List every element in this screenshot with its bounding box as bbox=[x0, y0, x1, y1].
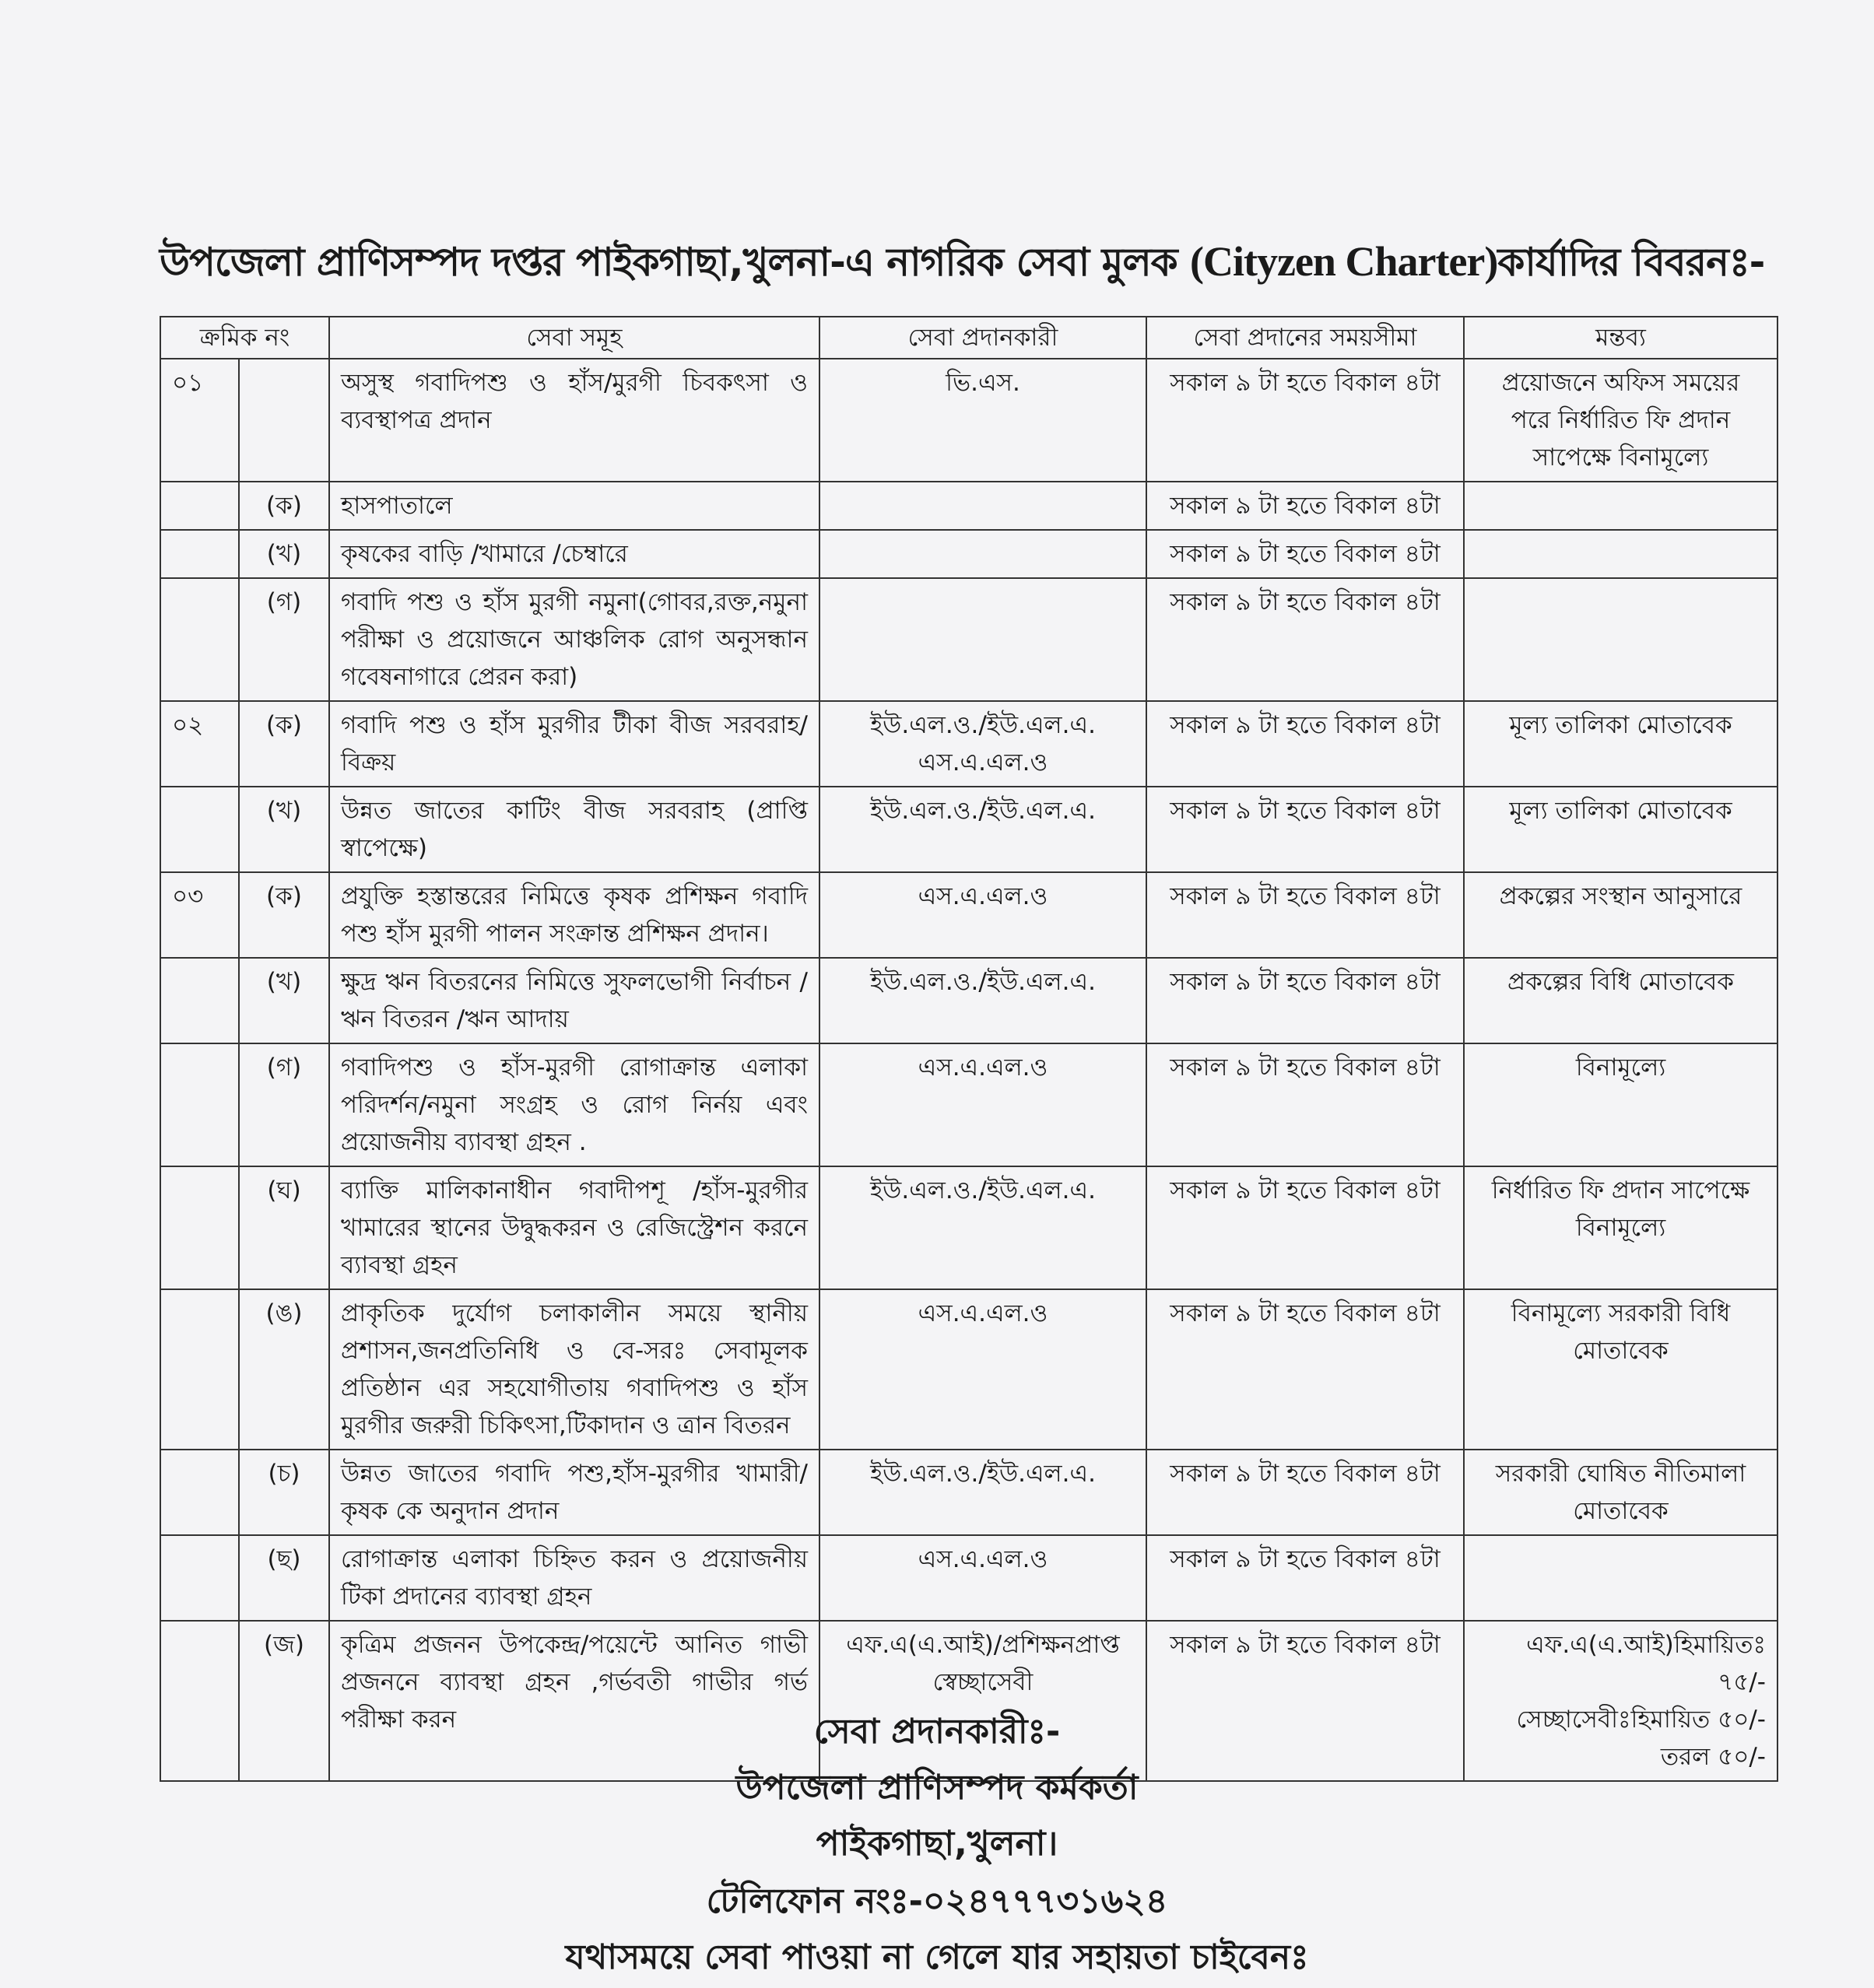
sub-serial-cell: (ছ) bbox=[239, 1535, 329, 1621]
sub-serial-cell: (ক) bbox=[239, 701, 329, 787]
remark-cell bbox=[1464, 1535, 1777, 1621]
provider-line: ইউ.এল.ও./ইউ.এল.এ. bbox=[870, 1176, 1096, 1204]
serial-cell: ০১ bbox=[160, 359, 239, 482]
footer-phone: টেলিফোন নংঃ-০২৪৭৭৭৩১৬২৪ bbox=[706, 1881, 1168, 1921]
time-limit-cell: সকাল ৯ টা হতে বিকাল ৪টা bbox=[1146, 872, 1464, 958]
service-cell: ব্যাক্তি মালিকানাধীন গবাদীপশূ /হাঁস-মুরগীর খামারের স্থানের উদ্বুদ্ধকরন ও রেজিস্ট্রেশন করনে ব্যাবস্থা গ্রহন bbox=[329, 1166, 819, 1289]
service-cell: প্রাকৃতিক দুর্যোগ চলাকালীন সময়ে স্থানীয় প্রশাসন,জনপ্রতিনিধি ও বে-সরঃ সেবামূলক প্রতিষ্ঠান এর সহযোগীতায় গবাদিপশু ও হাঁস মুরগীর জরুরী চিকিৎসা,টিকাদান ও ত্রান বিতরন bbox=[329, 1289, 819, 1450]
provider-line: ইউ.এল.ও./ইউ.এল.এ. bbox=[870, 797, 1096, 825]
remark-line: সেচ্ছাসেবীঃহিমায়িত ৫০/- bbox=[1516, 1706, 1766, 1734]
serial-cell bbox=[160, 1450, 239, 1535]
provider-line: এস.এ.এল.ও bbox=[918, 1299, 1048, 1327]
provider-line: ইউ.এল.ও./ইউ.এল.এ. bbox=[870, 711, 1096, 739]
remark-line: বিনামূল্যে সরকারী বিধি bbox=[1511, 1299, 1731, 1327]
remark-line: পরে নির্ধারিত ফি প্রদান bbox=[1511, 406, 1731, 434]
service-cell: কৃষকের বাড়ি /খামারে /চেম্বারে bbox=[329, 530, 819, 578]
remark-cell bbox=[1464, 359, 1777, 482]
remark-line: বিনামূল্যে bbox=[1575, 1054, 1666, 1082]
provider-cell bbox=[819, 482, 1146, 530]
serial-cell bbox=[160, 1043, 239, 1166]
table-row bbox=[160, 1535, 1777, 1621]
remark-line: সরকারী ঘোষিত নীতিমালা bbox=[1495, 1460, 1746, 1488]
table-row bbox=[160, 1166, 1777, 1289]
sub-serial-cell: (খ) bbox=[239, 958, 329, 1043]
provider-line: এস.এ.এল.ও bbox=[918, 882, 1048, 910]
title-bn-prefix: উপজেলা প্রাণিসম্পদ দপ্তর পাইকগাছা,খুলনা-এ নাগরিক সেবা মুলক bbox=[160, 240, 1191, 285]
service-cell: উন্নত জাতের কাটিং বীজ সরবরাহ (প্রাপ্তি স্বাপেক্ষে) bbox=[329, 787, 819, 872]
remark-cell bbox=[1464, 787, 1777, 872]
provider-line: এস.এ.এল.ও bbox=[918, 1054, 1048, 1082]
time-limit-cell: সকাল ৯ টা হতে বিকাল ৪টা bbox=[1146, 1289, 1464, 1450]
provider-line: ভি.এস. bbox=[946, 369, 1020, 397]
time-limit-cell: সকাল ৯ টা হতে বিকাল ৪টা bbox=[1146, 701, 1464, 787]
provider-cell bbox=[819, 787, 1146, 872]
time-limit-cell: সকাল ৯ টা হতে বিকাল ৪টা bbox=[1146, 1535, 1464, 1621]
header-provider: সেবা প্রদানকারী bbox=[819, 317, 1146, 359]
sub-serial-cell: (গ) bbox=[239, 578, 329, 701]
remark-line: নির্ধারিত ফি প্রদান সাপেক্ষে bbox=[1491, 1176, 1750, 1204]
header-remark: মন্তব্য bbox=[1464, 317, 1777, 359]
citizen-charter-table bbox=[160, 316, 1778, 1782]
table-row bbox=[160, 701, 1777, 787]
time-limit-cell: সকাল ৯ টা হতে বিকাল ৪টা bbox=[1146, 530, 1464, 578]
sub-serial-cell: (ক) bbox=[239, 872, 329, 958]
time-limit-cell: সকাল ৯ টা হতে বিকাল ৪টা bbox=[1146, 787, 1464, 872]
table-row bbox=[160, 958, 1777, 1043]
provider-line: এফ.এ(এ.আই)/প্রশিক্ষনপ্রাপ্ত bbox=[846, 1631, 1120, 1659]
service-cell: হাসপাতালে bbox=[329, 482, 819, 530]
time-limit-cell: সকাল ৯ টা হতে বিকাল ৪টা bbox=[1146, 1450, 1464, 1535]
remark-line: মূল্য তালিকা মোতাবেক bbox=[1509, 797, 1732, 825]
remark-line: তরল ৫০/- bbox=[1660, 1743, 1766, 1771]
time-limit-cell: সকাল ৯ টা হতে বিকাল ৪টা bbox=[1146, 1621, 1464, 1781]
provider-cell bbox=[819, 958, 1146, 1043]
remark-line: মোতাবেক bbox=[1573, 1497, 1669, 1525]
remark-cell bbox=[1464, 958, 1777, 1043]
sub-serial-cell: (গ) bbox=[239, 1043, 329, 1166]
remark-line: বিনামূল্যে bbox=[1575, 1214, 1666, 1242]
service-cell: গবাদি পশু ও হাঁস মুরগী নমুনা(গোবর,রক্ত,নমুনা পরীক্ষা ও প্রয়োজনে আঞ্চলিক রোগ অনুসন্ধান গবেষনাগারে প্রেরন করা) bbox=[329, 578, 819, 701]
table-row bbox=[160, 1450, 1777, 1535]
remark-cell bbox=[1464, 1289, 1777, 1450]
table-row bbox=[160, 359, 1777, 482]
provider-line: স্বেচ্ছাসেবী bbox=[932, 1668, 1034, 1696]
serial-cell bbox=[160, 578, 239, 701]
table-row bbox=[160, 872, 1777, 958]
provider-line: ইউ.এল.ও./ইউ.এল.এ. bbox=[870, 968, 1096, 996]
table-row bbox=[160, 482, 1777, 530]
provider-cell bbox=[819, 872, 1146, 958]
service-cell: গবাদি পশু ও হাঁস মুরগীর টীকা বীজ সরবরাহ/বিক্রয় bbox=[329, 701, 819, 787]
footer-location: পাইকগাছা,খুলনা। bbox=[816, 1824, 1058, 1864]
serial-cell bbox=[160, 958, 239, 1043]
serial-cell bbox=[160, 1535, 239, 1621]
table-row bbox=[160, 1289, 1777, 1450]
remark-cell bbox=[1464, 1043, 1777, 1166]
remark-line: সাপেক্ষে বিনামূল্যে bbox=[1532, 444, 1709, 472]
serial-cell bbox=[160, 482, 239, 530]
sub-serial-cell: (চ) bbox=[239, 1450, 329, 1535]
remark-cell bbox=[1464, 1450, 1777, 1535]
sub-serial-cell: (ক) bbox=[239, 482, 329, 530]
provider-line: এস.এ.এল.ও bbox=[918, 749, 1048, 777]
remark-cell bbox=[1464, 701, 1777, 787]
time-limit-cell: সকাল ৯ টা হতে বিকাল ৪টা bbox=[1146, 958, 1464, 1043]
remark-line: মোতাবেক bbox=[1573, 1337, 1669, 1365]
table-row bbox=[160, 530, 1777, 578]
document-title bbox=[160, 233, 1764, 298]
sub-serial-cell: (খ) bbox=[239, 787, 329, 872]
serial-cell: ০২ bbox=[160, 701, 239, 787]
remark-line: এফ.এ(এ.আই)হিমায়িতঃ ৭৫/- bbox=[1526, 1631, 1766, 1696]
provider-cell bbox=[819, 1043, 1146, 1166]
provider-cell bbox=[819, 578, 1146, 701]
service-cell: উন্নত জাতের গবাদি পশু,হাঁস-মুরগীর খামারী/কৃষক কে অনুদান প্রদান bbox=[329, 1450, 819, 1535]
provider-line: ইউ.এল.ও./ইউ.এল.এ. bbox=[870, 1460, 1096, 1488]
provider-cell bbox=[819, 1535, 1146, 1621]
remark-line: প্রকল্পের সংস্থান আনুসারে bbox=[1499, 882, 1742, 910]
serial-cell: ০৩ bbox=[160, 872, 239, 958]
time-limit-cell: সকাল ৯ টা হতে বিকাল ৪টা bbox=[1146, 482, 1464, 530]
provider-cell bbox=[819, 1289, 1146, 1450]
table-row bbox=[160, 787, 1777, 872]
provider-cell bbox=[819, 1450, 1146, 1535]
footer-note: যথাসময়ে সেবা পাওয়া না গেলে যার সহায়তা চাইবেনঃ bbox=[565, 1937, 1309, 1977]
serial-cell bbox=[160, 787, 239, 872]
provider-cell bbox=[819, 701, 1146, 787]
time-limit-cell: সকাল ৯ টা হতে বিকাল ৪টা bbox=[1146, 359, 1464, 482]
footer-officer: উপজেলা প্রাণিসম্পদ কর্মকর্তা bbox=[735, 1768, 1139, 1807]
header-serial: ক্রমিক নং bbox=[160, 317, 329, 359]
title-bn-suffix: কার্যাদির বিবরনঃ- bbox=[1497, 240, 1765, 285]
table-row bbox=[160, 578, 1777, 701]
provider-line: এস.এ.এল.ও bbox=[918, 1545, 1048, 1573]
remark-line: প্রয়োজনে অফিস সময়ের bbox=[1501, 369, 1740, 397]
sub-serial-cell: (খ) bbox=[239, 530, 329, 578]
provider-cell bbox=[819, 359, 1146, 482]
remark-cell bbox=[1464, 1166, 1777, 1289]
table-row bbox=[160, 1043, 1777, 1166]
service-cell: প্রযুক্তি হস্তান্তরের নিমিত্তে কৃষক প্রশিক্ষন গবাদি পশু হাঁস মুরগী পালন সংক্রান্ত প্রশিক্ষন প্রদান। bbox=[329, 872, 819, 958]
service-cell: রোগাক্রান্ত এলাকা চিহ্নিত করন ও প্রয়োজনীয় টিকা প্রদানের ব্যাবস্থা গ্রহন bbox=[329, 1535, 819, 1621]
time-limit-cell: সকাল ৯ টা হতে বিকাল ৪টা bbox=[1146, 1043, 1464, 1166]
provider-cell bbox=[819, 530, 1146, 578]
service-cell: ক্ষুদ্র ঋন বিতরনের নিমিত্তে সুফলভোগী নির্বাচন /ঋন বিতরন /ঋন আদায় bbox=[329, 958, 819, 1043]
remark-cell bbox=[1464, 482, 1777, 530]
sub-serial-cell: (ঙ) bbox=[239, 1289, 329, 1450]
table-header-row bbox=[160, 317, 1777, 359]
service-cell: অসুস্থ গবাদিপশু ও হাঁস/মুরগী চিবকৎসা ও ব্যবস্থাপত্র প্রদান bbox=[329, 359, 819, 482]
remark-cell bbox=[1464, 578, 1777, 701]
remark-cell bbox=[1464, 872, 1777, 958]
serial-cell bbox=[160, 530, 239, 578]
remark-cell bbox=[1464, 530, 1777, 578]
serial-cell bbox=[160, 1166, 239, 1289]
time-limit-cell: সকাল ৯ টা হতে বিকাল ৪টা bbox=[1146, 578, 1464, 701]
service-cell: গবাদিপশু ও হাঁস-মুরগী রোগাক্রান্ত এলাকা পরিদর্শন/নমুনা সংগ্রহ ও রোগ নির্নয় এবং প্রয়োজনীয় ব্যাবস্থা গ্রহন . bbox=[329, 1043, 819, 1166]
provider-cell bbox=[819, 1166, 1146, 1289]
serial-cell bbox=[160, 1289, 239, 1450]
header-service: সেবা সমূহ bbox=[329, 317, 819, 359]
remark-line: মূল্য তালিকা মোতাবেক bbox=[1509, 711, 1732, 739]
sub-serial-cell: (জ) bbox=[239, 1621, 329, 1781]
time-limit-cell: সকাল ৯ টা হতে বিকাল ৪টা bbox=[1146, 1166, 1464, 1289]
sub-serial-cell bbox=[239, 359, 329, 482]
service-cell: কৃত্রিম প্রজনন উপকেন্দ্র/পয়েন্টে আনিত গাভী প্রজননে ব্যাবস্থা গ্রহন ,গর্ভবতী গাভীর গর্ভ পরীক্ষা করন bbox=[329, 1621, 819, 1781]
remark-line: প্রকল্পের বিধি মোতাবেক bbox=[1507, 968, 1734, 996]
title-en: (Cityzen Charter) bbox=[1190, 238, 1498, 285]
sub-serial-cell: (ঘ) bbox=[239, 1166, 329, 1289]
header-time: সেবা প্রদানের সময়সীমা bbox=[1146, 317, 1464, 359]
footer-label: সেবা প্রদানকারীঃ- bbox=[813, 1712, 1061, 1751]
